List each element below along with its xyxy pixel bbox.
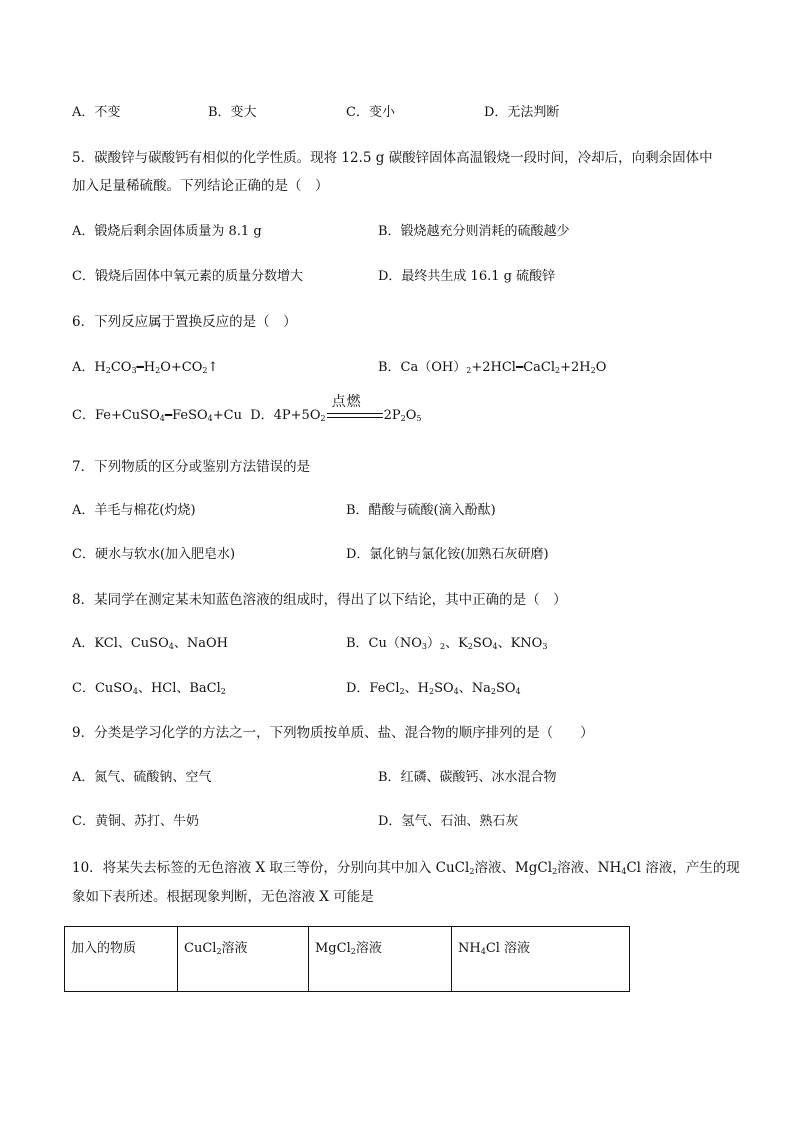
q9-option-d: D．氢气、石油、熟石灰 bbox=[378, 814, 519, 829]
q4-option-d: D．无法判断 bbox=[484, 105, 560, 120]
table-header-cell: $NH_4Cl$ 溶液 bbox=[452, 927, 630, 992]
q5-option-d: D．最终共生成 16.1 g 硫酸锌 bbox=[378, 269, 556, 284]
reaction-equals-sign: ━ bbox=[164, 408, 173, 422]
observation-table bbox=[64, 926, 630, 992]
q7-option-c: C．硬水与软水(加入肥皂水) bbox=[72, 547, 236, 562]
reaction-equals-sign: ━ bbox=[136, 360, 144, 374]
q5-option-a: A．锻烧后剩余固体质量为 8.1 g bbox=[72, 224, 262, 239]
q5-stem-line1: 5．碳酸锌与碳酸钙有相似的化学性质。现将 12.5 g 碳酸锌固体高温锻烧一段时间，冷却后，向剩余固体中 bbox=[72, 150, 713, 166]
q8-option-a: A．KCl、CuSO$_4$、NaOH bbox=[72, 636, 228, 651]
q6-option-b: B．$Ca(OH)_2+2HCl━CaCl_2+2H_2O$ bbox=[378, 360, 607, 375]
q6-option-a: A．$H_2CO_3━H_2O+CO_2↑$ bbox=[72, 360, 219, 375]
q7-option-d: D．氯化钠与氯化铵(加熟石灰研磨) bbox=[346, 547, 549, 562]
q4-option-a: A．不变 bbox=[72, 105, 121, 120]
q5-option-b: B．锻烧越充分则消耗的硫酸越少 bbox=[378, 224, 570, 239]
q6-option-c-d bbox=[72, 394, 422, 426]
q6-option-d: D．$4P+5O_2$ 点燃 $2P_2O_5$ bbox=[250, 394, 422, 423]
q9-option-a: A．氮气、硫酸钠、空气 bbox=[72, 770, 212, 785]
q4-option-b: B．变大 bbox=[208, 105, 257, 120]
table-header-cell: MgCl$_2$溶液 bbox=[309, 927, 452, 992]
q5-stem-line2: 加入足量稀硫酸。下列结论正确的是（ ） bbox=[72, 178, 329, 194]
q7-option-a: A．羊毛与棉花(灼烧) bbox=[72, 503, 196, 518]
reaction-double-bar bbox=[327, 413, 383, 418]
q8-option-b: B．$Cu(NO_3)_2$、$K_2SO_4$、$KNO_3$ bbox=[346, 636, 548, 651]
q9-option-c: C．黄铜、苏打、牛奶 bbox=[72, 814, 199, 829]
q7-stem: 7．下列物质的区分或鉴别方法错误的是 bbox=[72, 459, 311, 475]
q10-stem-line1: 10．将某失去标签的无色溶液 X 取三等份，分别向其中加入 CuCl$_2$溶液、MgCl$_2$溶液、$NH_4Cl$ 溶液，产生的现 bbox=[72, 860, 740, 876]
q6-stem: 6．下列反应属于置换反应的是（ ） bbox=[72, 314, 297, 330]
q10-stem-line2: 象如下表所述。根据现象判断，无色溶液 X 可能是 bbox=[72, 889, 374, 905]
table-header-row bbox=[65, 927, 630, 992]
reaction-equals-sign: ━ bbox=[515, 360, 524, 374]
q8-option-c: C．CuSO$_4$、HCl、BaCl$_2$ bbox=[72, 681, 226, 696]
table-header-cell: CuCl$_2$溶液 bbox=[178, 927, 309, 992]
q4-option-c: C．变小 bbox=[346, 105, 395, 120]
table-header-cell: 加入的物质 bbox=[65, 927, 178, 992]
q6-option-c: C．Fe+CuSO$_4$━FeSO$_4$+Cu bbox=[72, 408, 242, 423]
q9-stem: 9．分类是学习化学的方法之一，下列物质按单质、盐、混合物的顺序排列的是（ ） bbox=[72, 725, 594, 741]
q8-option-d: D．FeCl$_2$、$H_2SO_4$、$Na_2SO_4$ bbox=[346, 681, 521, 696]
q7-option-b: B．醋酸与硫酸(滴入酚酞) bbox=[346, 503, 496, 518]
q8-stem: 8．某同学在测定某未知蓝色溶液的组成时，得出了以下结论，其中正确的是（ ） bbox=[72, 592, 567, 608]
reaction-condition: 点燃 bbox=[331, 394, 362, 410]
q5-option-c: C．锻烧后固体中氧元素的质量分数增大 bbox=[72, 269, 303, 284]
q9-option-b: B．红磷、碳酸钙、冰水混合物 bbox=[378, 770, 557, 785]
